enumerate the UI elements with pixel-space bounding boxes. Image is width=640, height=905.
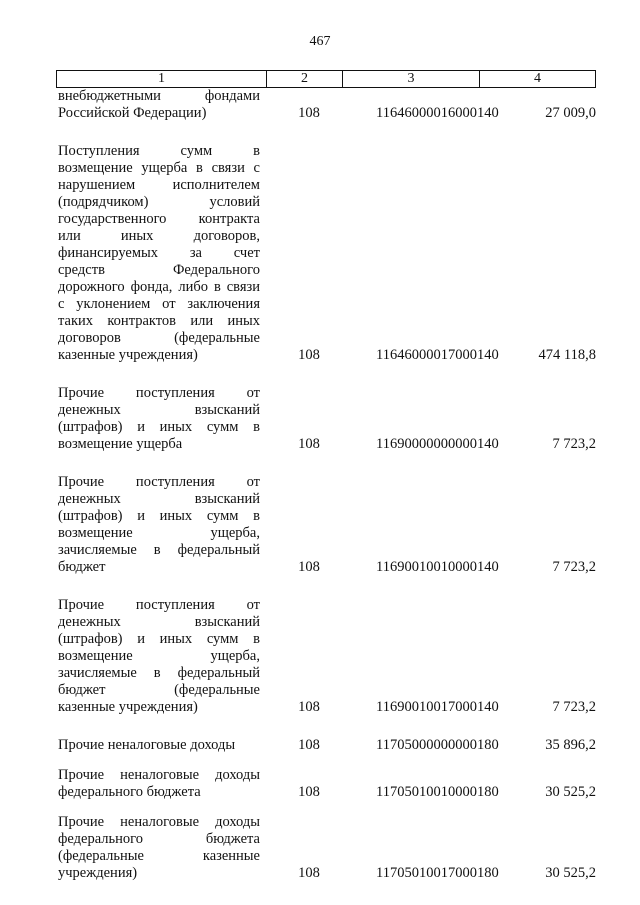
row-name (56, 474, 260, 576)
row-name-line: Российской Федерации) (58, 105, 207, 121)
row-glava: 108 (298, 865, 320, 881)
row-amount: 7 723,2 (552, 699, 596, 715)
row-name-line: зачисляемые в федеральный (58, 665, 260, 681)
table-row (56, 88, 596, 122)
row-name (56, 737, 260, 754)
row-name-line: (подрядчиком) условий (58, 194, 260, 210)
row-glava: 108 (298, 436, 320, 452)
row-glava: 108 (298, 699, 320, 715)
row-name-line: внебюджетными фондами (58, 88, 260, 104)
row-name-line: (штрафов) и иных сумм в (58, 508, 260, 524)
row-name-line: нарушением исполнителем (58, 177, 260, 193)
header-col-4: 4 (534, 71, 541, 86)
row-name-line: возмещение ущерба, (58, 648, 260, 664)
row-name (56, 814, 260, 882)
row-name-line: денежных взысканий (58, 402, 260, 418)
row-amount: 27 009,0 (545, 105, 596, 121)
row-name (56, 767, 260, 801)
row-name-line: Прочие поступления от (58, 385, 260, 401)
row-name-line: возмещение ущерба в связи с (58, 160, 260, 176)
row-name-line: (штрафов) и иных сумм в (58, 419, 260, 435)
row-code: 11705000000000180 (376, 737, 499, 753)
row-code: 11646000017000140 (376, 347, 499, 363)
row-code: 11705010017000180 (376, 865, 499, 881)
row-name-line: государственного контракта (58, 211, 260, 227)
table-body (56, 88, 596, 882)
row-glava: 108 (298, 559, 320, 575)
table-row (56, 814, 596, 882)
row-amount: 35 896,2 (545, 737, 596, 753)
row-name-line: Прочие неналоговые доходы (58, 814, 260, 830)
row-glava: 108 (298, 347, 320, 363)
row-name-line: средств Федерального (58, 262, 260, 278)
row-code: 11646000016000140 (376, 105, 499, 121)
row-name-line: федерального бюджета (58, 784, 201, 800)
row-name-line: бюджет (58, 559, 106, 575)
row-name (56, 143, 260, 364)
row-name-line: финансируемых за счет (58, 245, 260, 261)
row-name (56, 88, 260, 122)
table-row (56, 143, 596, 364)
row-name-line: возмещение ущерба (58, 436, 183, 452)
row-name (56, 597, 260, 716)
row-name-line: возмещение ущерба, (58, 525, 260, 541)
row-name-line: Поступления сумм в (58, 143, 260, 159)
row-amount: 30 525,2 (545, 784, 596, 800)
table-header (56, 70, 596, 88)
row-name-line: учреждения) (58, 865, 138, 881)
row-name-line: денежных взысканий (58, 491, 260, 507)
row-amount: 474 118,8 (538, 347, 596, 363)
row-name-line: таких контрактов или иных (58, 313, 260, 329)
row-name-line: договоров (федеральные (58, 330, 260, 346)
row-glava: 108 (298, 784, 320, 800)
page-number: 467 (309, 34, 331, 49)
header-col-1: 1 (57, 71, 267, 87)
row-name-line: зачисляемые в федеральный (58, 542, 260, 558)
row-name-line: Прочие поступления от (58, 474, 260, 490)
row-name-line: денежных взысканий (58, 614, 260, 630)
header-col-2: 2 (267, 71, 343, 87)
row-name-line: или иных договоров, (58, 228, 260, 244)
row-name-line: (федеральные казенные (58, 848, 260, 864)
row-name-line: с уклонением от заключения (58, 296, 260, 312)
row-code: 11705010010000180 (376, 784, 499, 800)
row-name-line: Прочие неналоговые доходы (58, 737, 236, 753)
table-row (56, 385, 596, 453)
row-name-line: казенные учреждения) (58, 699, 198, 715)
row-glava: 108 (298, 737, 320, 753)
table-row (56, 737, 596, 754)
row-name-line: (штрафов) и иных сумм в (58, 631, 260, 647)
row-code: 11690000000000140 (376, 436, 499, 452)
row-amount: 7 723,2 (552, 559, 596, 575)
row-name (56, 385, 260, 453)
row-name-line: бюджет (федеральные (58, 682, 260, 698)
row-amount: 7 723,2 (552, 436, 596, 452)
row-name-line: федерального бюджета (58, 831, 260, 847)
row-amount: 30 525,2 (545, 865, 596, 881)
row-name-line: казенные учреждения) (58, 347, 198, 363)
row-name-line: дорожного фонда, либо в связи (58, 279, 260, 295)
row-code: 11690010017000140 (376, 699, 499, 715)
row-name-line: Прочие неналоговые доходы (58, 767, 260, 783)
table-row (56, 474, 596, 576)
table-row (56, 767, 596, 801)
table-row (56, 597, 596, 716)
header-col-3: 3 (343, 71, 480, 87)
row-glava: 108 (298, 105, 320, 121)
row-name-line: Прочие поступления от (58, 597, 260, 613)
row-code: 11690010010000140 (376, 559, 499, 575)
